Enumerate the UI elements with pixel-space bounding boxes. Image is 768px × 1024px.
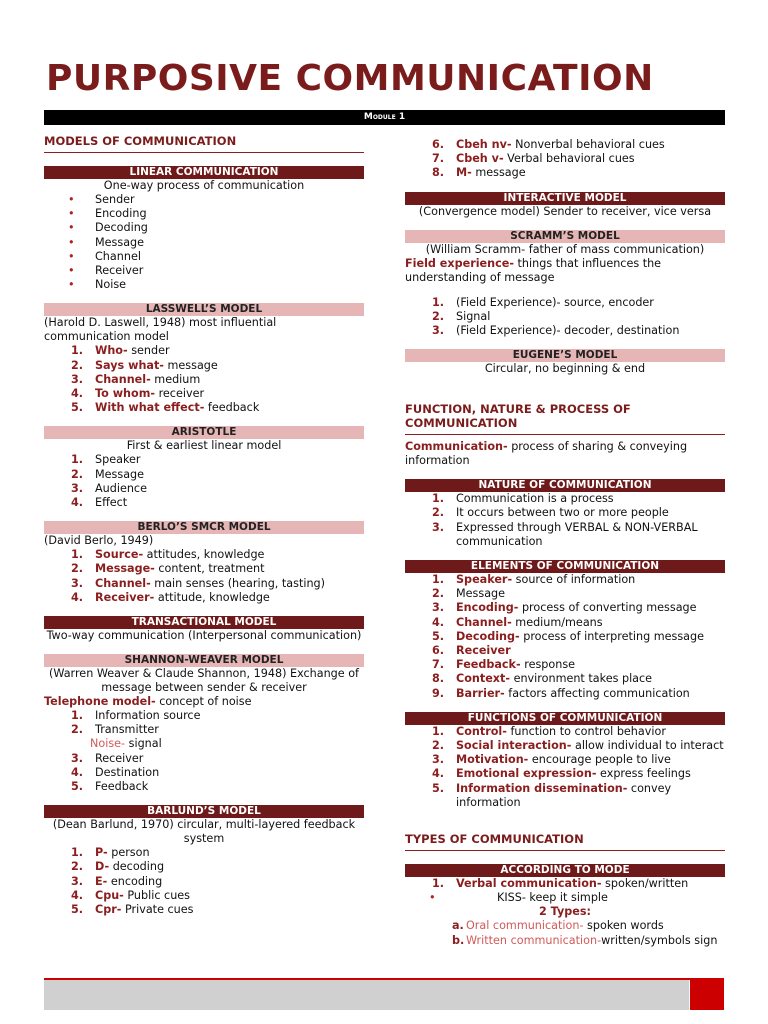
list-item: 1. Control- function to control behavior — [432, 724, 666, 738]
list-item: 1. Communication is a process — [432, 492, 614, 506]
field-experience: Field experience- things that influences the understanding of message — [405, 256, 662, 284]
heading-linear: LINEAR COMMUNICATION — [44, 166, 364, 179]
footer-bar — [44, 980, 689, 1010]
list-item: 5. Decoding- process of interpreting message — [432, 629, 705, 643]
list-item: • Decoding — [44, 221, 364, 235]
list-item: 2. Message- content, treatment — [71, 562, 265, 576]
kiss-list — [405, 891, 725, 905]
heading-functions: FUNCTIONS OF COMMUNICATION — [405, 712, 725, 725]
list-item: 1. P- person — [71, 846, 150, 860]
list-item: 5. With what effect- feedback — [71, 401, 260, 415]
mode-list — [405, 877, 725, 891]
list-item: 1. Speaker- source of information — [432, 573, 636, 587]
footer-accent — [690, 980, 724, 1010]
list-item: 1. Information source — [71, 709, 201, 723]
telephone-model: Telephone model- concept of noise — [44, 695, 252, 709]
heading-aristotle: ARISTOTLE — [44, 426, 364, 439]
elements-list — [405, 573, 725, 701]
list-item: 7. Feedback- response — [432, 658, 576, 672]
list-item: a. Oral communication- spoken words — [452, 919, 664, 933]
heading-interactive: INTERACTIVE MODEL — [405, 192, 725, 205]
list-item: • Receiver — [44, 264, 364, 278]
list-item: 1. Speaker — [71, 453, 141, 467]
list-item: 2. Says what- message — [71, 358, 218, 372]
list-item: 3. Expressed through VERBAL & NON-VERBAL communication — [432, 520, 698, 548]
list-item: 3. Channel- medium — [71, 372, 201, 386]
list-item: 3. Receiver — [71, 751, 144, 765]
list-item: 4. Channel- medium/means — [432, 615, 603, 629]
list-item: • Noise — [44, 278, 364, 292]
shannon-desc: (Warren Weaver & Claude Shannon, 1948) Exchange of message between sender & receiver — [48, 667, 359, 695]
left-column — [44, 134, 364, 917]
list-item: Noise- signal — [90, 737, 162, 751]
list-item: 3. Audience — [71, 481, 147, 495]
section-models: MODELS OF COMMUNICATION — [44, 134, 364, 153]
list-item: 9. Barrier- factors affecting communication — [432, 686, 690, 700]
scramm-desc: (William Scramm- father of mass communication) — [425, 242, 705, 256]
interactive-desc: (Convergence model) Sender to receiver, vice versa — [418, 204, 712, 218]
list-item: 5. Information dissemination- convey information — [432, 781, 672, 809]
list-item: 3. Motivation- encourage people to live — [432, 753, 671, 767]
list-item: b. Written communication-written/symbols sign — [452, 933, 718, 947]
heading-mode: ACCORDING TO MODE — [405, 864, 725, 877]
eugene-desc: Circular, no beginning & end — [484, 362, 646, 376]
berlo-list — [44, 548, 364, 605]
list-item: 3. (Field Experience)- decoder, destination — [432, 324, 680, 338]
list-item: • Message — [44, 236, 364, 250]
list-item: 4. Destination — [71, 765, 160, 779]
list-item: 3. E- encoding — [71, 874, 163, 888]
list-item: 1. Verbal communication- spoken/written — [432, 877, 689, 891]
section-types: TYPES OF COMMUNICATION — [405, 832, 725, 851]
scramm-list — [405, 296, 725, 339]
linear-list — [44, 193, 364, 292]
heading-berlo: BERLO’S SMCR MODEL — [44, 521, 364, 534]
list-item: 1. Source- attitudes, knowledge — [71, 548, 265, 562]
list-item: 4. Emotional expression- express feelings — [432, 767, 691, 781]
heading-scramm: SCRAMM’S MODEL — [405, 230, 725, 243]
list-item: 1. (Field Experience)- source, encoder — [432, 295, 654, 309]
functions-list — [405, 725, 725, 810]
heading-nature: NATURE OF COMMUNICATION — [405, 479, 725, 492]
list-item: 5. Feedback — [71, 780, 149, 794]
heading-eugene: EUGENE’S MODEL — [405, 349, 725, 362]
section-function: FUNCTION, NATURE & PROCESS OF COMMUNICATION — [405, 402, 725, 435]
lasswell-desc: (Harold D. Laswell, 1948) most influential communication model — [44, 316, 277, 344]
module-bar: Module 1 — [44, 110, 725, 125]
aristotle-desc: First & earliest linear model — [126, 439, 282, 453]
list-item: 2. Message — [71, 467, 145, 481]
list-item: 2. Message — [432, 587, 506, 601]
heading-lasswell: LASSWELL’S MODEL — [44, 303, 364, 316]
barlund-cont-list — [405, 138, 725, 181]
list-item: 3. Encoding- process of converting message — [432, 601, 697, 615]
list-item: 2. Signal — [432, 309, 491, 323]
heading-transactional: TRANSACTIONAL MODEL — [44, 616, 364, 629]
transactional-desc: Two-way communication (Interpersonal communication) — [46, 629, 362, 643]
list-item: 8. Context- environment takes place — [432, 672, 653, 686]
linear-desc: One-way process of communication — [103, 179, 305, 192]
barlund-list — [44, 846, 364, 917]
heading-barlund: BARLUND’S MODEL — [44, 805, 364, 818]
list-item: 1. Who- sender — [71, 344, 170, 358]
list-item: 4. Effect — [71, 496, 128, 510]
list-item: 5. Cpr- Private cues — [71, 903, 194, 917]
page-title: PURPOSIVE COMMUNICATION — [46, 58, 654, 99]
list-item: • Encoding — [44, 207, 364, 221]
shannon-list — [44, 709, 364, 794]
barlund-desc: (Dean Barlund, 1970) circular, multi-layered feedback system — [52, 818, 356, 846]
two-types-label: 2 Types: — [538, 905, 591, 919]
list-item: 2. D- decoding — [71, 860, 165, 874]
list-item: 4. To whom- receiver — [71, 387, 205, 401]
list-item: 3. Channel- main senses (hearing, tasting) — [71, 576, 326, 590]
nature-list — [405, 492, 725, 549]
berlo-desc: (David Berlo, 1949) — [44, 534, 154, 548]
heading-elements: ELEMENTS OF COMMUNICATION — [405, 560, 725, 573]
aristotle-list — [44, 453, 364, 510]
list-item: • Channel — [44, 250, 364, 264]
list-item: 6. Receiver — [432, 644, 511, 658]
list-item: 4. Cpu- Public cues — [71, 888, 191, 902]
right-column — [405, 138, 725, 948]
types-sub-list — [405, 919, 725, 947]
list-item: 2. Transmitter — [71, 723, 159, 737]
list-item: 2. Social interaction- allow individual to interact — [432, 739, 724, 753]
list-item: 2. It occurs between two or more people — [432, 506, 669, 520]
communication-def: Communication- process of sharing & conveying information — [405, 440, 688, 468]
list-item: • KISS- keep it simple — [405, 891, 725, 905]
list-item: 7. Cbeh v- Verbal behavioral cues — [432, 152, 635, 166]
list-item: 6. Cbeh nv- Nonverbal behavioral cues — [432, 138, 665, 151]
list-item: • Sender — [44, 193, 364, 207]
lasswell-list — [44, 344, 364, 415]
heading-shannon: SHANNON-WEAVER MODEL — [44, 654, 364, 667]
list-item: 8. M- message — [432, 166, 526, 180]
list-item: 4. Receiver- attitude, knowledge — [71, 590, 270, 604]
